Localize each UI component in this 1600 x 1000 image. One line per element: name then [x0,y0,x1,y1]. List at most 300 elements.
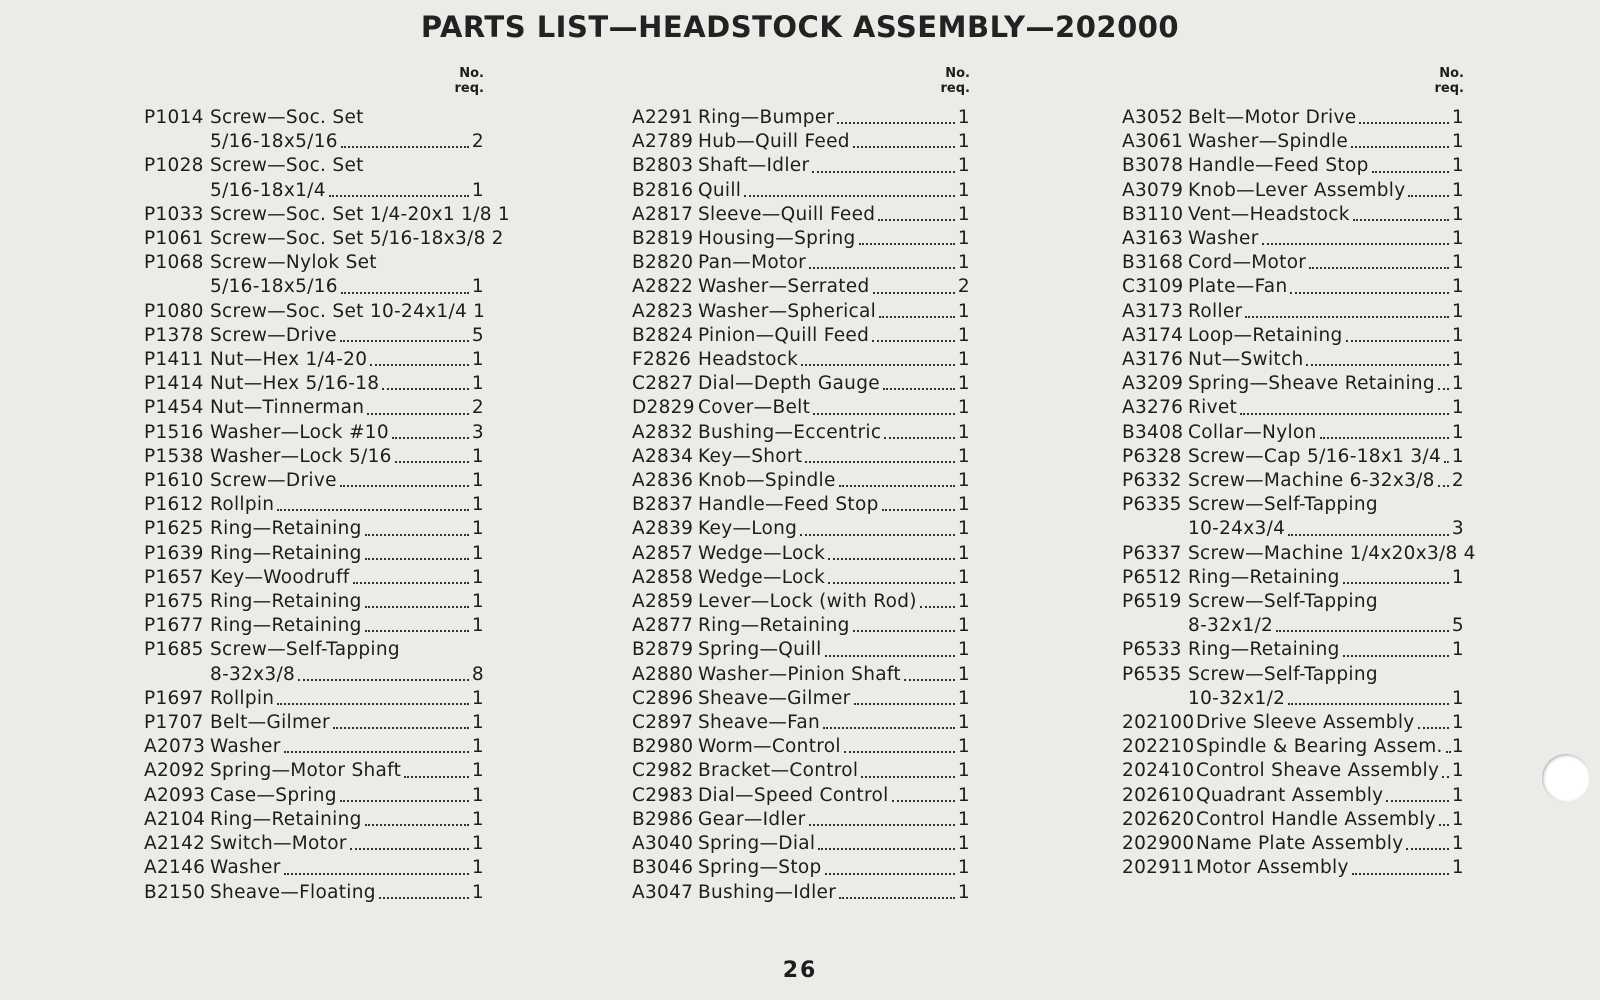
part-row [1122,348,1464,372]
leader-dots [298,678,469,681]
part-line [210,808,484,832]
part-number: A3209 [1122,373,1184,395]
part-number: A2857 [632,542,694,564]
part-description: Washer [210,857,281,879]
part-line [1196,735,1464,759]
part-line [1196,784,1464,808]
part-row [144,784,484,808]
leader-dots [904,678,955,681]
quantity-required: 1 [957,881,970,903]
quantity-required: 1 [471,373,484,395]
part-row [144,348,484,372]
part-body [698,711,970,735]
part-line [1188,130,1464,154]
quantity-required: 1 [957,203,970,225]
part-row [1122,759,1464,783]
parts-column-3 [1122,66,1476,881]
part-number: A3163 [1122,228,1184,250]
part-line [698,517,970,541]
leader-dots [284,872,469,875]
part-body [1196,832,1464,856]
part-description: Ring—Bumper [698,107,835,128]
part-number: B3168 [1122,252,1184,274]
part-description: Rollpin [210,687,275,709]
part-line [698,154,970,178]
part-row [144,203,510,227]
part-number: A2092 [144,760,206,782]
part-description: Nut—Hex 5/16-18 [210,373,380,395]
part-description: Cord—Motor [1188,252,1307,274]
part-row [144,711,484,735]
part-body [1188,493,1464,541]
part-description: Screw—Drive [210,324,337,346]
part-number: P1610 [144,470,204,492]
part-line [1188,275,1464,299]
quantity-required: 4 [1463,542,1476,564]
parts-column-2 [632,66,970,905]
quantity-required: 1 [473,300,486,322]
part-line [210,735,484,759]
part-number: A3173 [1122,300,1184,322]
part-body [698,372,970,396]
part-description: Nut—Switch [1188,349,1304,371]
quantity-required: 1 [471,445,484,467]
part-line [210,469,484,493]
part-row [632,808,970,832]
part-number: A2291 [632,107,694,128]
part-row [632,227,970,251]
quantity-required: 8 [471,663,484,685]
leader-dots [818,847,955,850]
part-body [1188,203,1464,227]
part-body [1188,251,1464,275]
part-body [698,590,970,614]
part-number: 202410 [1122,760,1195,782]
part-description: Spring—Sheave Retaining [1188,373,1435,395]
page-number: 26 [782,958,818,983]
part-number: P6335 [1122,494,1182,516]
part-line [210,832,484,856]
part-line-continued [210,179,484,203]
part-line [698,348,970,372]
part-body [698,348,970,372]
part-line-continued [210,275,484,299]
part-description: Quadrant Assembly [1196,784,1384,806]
part-line [698,881,970,905]
quantity-required: 1 [1451,131,1464,153]
leader-dots [853,145,955,148]
part-body [1188,542,1476,566]
quantity-required: 1 [471,833,484,855]
part-description: Hub—Quill Feed [698,131,850,153]
part-body [698,421,970,445]
quantity-required: 1 [471,179,484,201]
part-description: Washer—Pinion Shaft [698,663,901,685]
part-body [698,663,970,687]
part-line [1188,638,1464,662]
leader-dots [1408,194,1448,197]
part-body [698,203,970,227]
part-body [210,372,484,396]
part-number: B3408 [1122,421,1184,443]
part-description: Screw—Soc. Set [210,107,364,128]
part-body [1188,179,1464,203]
part-row [632,421,970,445]
part-line [698,687,970,711]
part-description: Ring—Retaining [210,591,362,613]
part-number: C2983 [632,784,694,806]
part-line [1196,711,1464,735]
leader-dots [809,266,955,269]
quantity-required: 1 [957,760,970,782]
part-number: P1068 [144,252,204,274]
part-number: C2982 [632,760,694,782]
part-description: Washer—Spherical [698,300,877,322]
part-number: C3109 [1122,276,1184,298]
part-line [698,566,970,590]
part-number: A3276 [1122,397,1184,419]
quantity-required: 1 [471,494,484,516]
part-line [210,396,484,420]
part-number: B2824 [632,324,694,346]
leader-dots [844,750,955,753]
leader-dots [828,581,955,584]
part-line [1188,154,1464,178]
part-row [1122,445,1464,469]
quantity-required: 1 [471,784,484,806]
part-description: Collar—Nylon [1188,421,1317,443]
part-row [632,493,970,517]
quantity-required: 1 [1451,203,1464,225]
quantity-required: 1 [471,881,484,903]
part-line [698,493,970,517]
part-body [210,759,484,783]
part-body [698,469,970,493]
quantity-required: 1 [957,736,970,758]
part-line [210,300,484,324]
part-body [1188,445,1464,469]
part-body [210,396,484,420]
part-row [1122,324,1464,348]
part-line [210,348,484,372]
part-row [632,687,970,711]
part-description: Nut—Tinnerman [210,397,365,419]
part-number: P1033 [144,203,204,225]
leader-dots [353,581,469,584]
leader-dots [1240,412,1449,415]
part-number: B2820 [632,252,694,274]
part-description: Key—Woodruff [210,566,350,588]
part-body [698,517,970,541]
part-row [632,348,970,372]
part-line [1196,808,1464,832]
no-req-label: No. [945,66,970,81]
part-description: Screw—Self-Tapping [1188,591,1378,613]
part-body [210,784,484,808]
part-line [1188,469,1464,493]
quantity-required: 1 [957,784,970,806]
part-line-continued [1188,614,1464,638]
quantity-required: 1 [957,639,970,661]
part-line [1196,759,1464,783]
part-body [698,275,970,299]
part-body [210,445,484,469]
part-number: A3079 [1122,179,1184,201]
part-description: Switch—Motor [210,833,347,855]
part-body [698,300,970,324]
part-row [144,469,484,493]
part-description: Screw—Machine 1/4x20x3/8 [1188,542,1458,564]
leader-dots [805,460,955,463]
part-line [698,251,970,275]
part-body [1196,784,1464,808]
part-number: A3176 [1122,349,1184,371]
part-body [698,493,970,517]
part-number: C2897 [632,712,694,734]
part-row [144,154,484,202]
part-number: 202620 [1122,808,1195,830]
part-description: Pinion—Quill Feed [698,324,870,346]
part-description: Screw—Soc. Set [210,155,364,177]
part-row [1122,251,1464,275]
leader-dots [882,508,955,511]
quantity-required: 1 [1451,736,1464,758]
leader-dots [1353,218,1449,221]
quantity-required: 1 [471,760,484,782]
part-line [210,566,484,590]
req-label: req. [454,81,484,96]
part-body [210,348,484,372]
part-row [632,179,970,203]
part-line [698,324,970,348]
quantity-required: 1 [957,808,970,830]
part-line [1188,421,1464,445]
part-size: 5/16-18x5/16 [210,131,338,153]
part-line [1188,324,1464,348]
part-row [144,324,484,348]
part-description: Washer [1188,228,1259,250]
part-number: A2822 [632,276,694,298]
part-line-continued [1188,687,1464,711]
part-description: Knob—Lever Assembly [1188,179,1406,201]
part-line [698,421,970,445]
part-number: P1685 [144,639,204,661]
part-line [210,638,484,662]
part-body [210,881,484,905]
leader-dots [837,121,954,124]
leader-dots [340,484,469,487]
parts-rows [144,106,510,905]
leader-dots [1288,702,1449,705]
part-number: P1414 [144,373,204,395]
leader-dots [1343,654,1449,657]
part-description: Shaft—Idler [698,155,810,177]
part-number: A2839 [632,518,694,540]
part-body [698,832,970,856]
leader-dots [873,291,955,294]
part-body [1188,469,1464,493]
part-row [144,832,484,856]
part-number: B2150 [144,881,206,903]
quantity-required: 2 [957,276,970,298]
leader-dots [404,775,469,778]
part-row [632,663,970,687]
part-line [210,324,484,348]
part-line [698,227,970,251]
part-row [632,275,970,299]
part-row [1122,372,1464,396]
part-body [698,566,970,590]
part-description: Ring—Retaining [210,542,362,564]
part-number: 202100 [1122,712,1195,734]
leader-dots [382,387,469,390]
part-description: Control Sheave Assembly [1196,760,1440,782]
part-line [698,759,970,783]
leader-dots [1290,291,1448,294]
part-description: Dial—Speed Control [698,784,889,806]
part-body [210,227,504,251]
part-description: Belt—Motor Drive [1188,107,1357,128]
part-number: A3174 [1122,324,1184,346]
leader-dots [1346,339,1449,342]
part-number: B2879 [632,639,694,661]
part-description: Washer—Lock #10 [210,421,389,443]
part-number: A2859 [632,591,694,613]
quantity-required: 1 [957,712,970,734]
part-description: Wedge—Lock [698,566,826,588]
part-description: Sheave—Floating [210,881,376,903]
part-description: Key—Long [698,518,798,540]
leader-dots [884,436,955,439]
leader-dots [853,629,955,632]
leader-dots [340,799,469,802]
part-row [1122,154,1464,178]
part-line [210,856,484,880]
leader-dots [1438,484,1449,487]
quantity-required: 1 [471,276,484,298]
part-description: Knob—Spindle [698,470,836,492]
part-line [698,832,970,856]
part-number: P1014 [144,107,204,128]
part-description: Screw—Soc. Set 10-24x1/4 [210,300,468,322]
part-line [210,106,484,130]
part-row [632,566,970,590]
quantity-required: 1 [471,808,484,830]
part-body [1196,808,1464,832]
part-description: Screw—Self-Tapping [1188,663,1378,685]
leader-dots [744,194,955,197]
part-description: Ring—Retaining [1188,566,1340,588]
leader-dots [878,218,955,221]
part-description: Handle—Feed Stop [1188,155,1369,177]
leader-dots [367,412,469,415]
quantity-required: 1 [1451,784,1464,806]
part-number: 202210 [1122,736,1195,758]
part-line [210,784,484,808]
leader-dots [329,194,469,197]
part-description: Gear—Idler [698,808,806,830]
quantity-required: 3 [471,421,484,443]
leader-dots [801,363,955,366]
leader-dots [1439,823,1449,826]
part-description: Headstock [698,349,799,371]
part-row [632,517,970,541]
part-line [698,445,970,469]
part-size: 5/16-18x1/4 [210,179,326,201]
part-description: Sheave—Fan [698,712,821,734]
part-row [1122,711,1464,735]
leader-dots [825,872,955,875]
leader-dots [883,387,955,390]
part-row [632,251,970,275]
leader-dots [277,508,469,511]
part-line [698,808,970,832]
part-row [144,227,504,251]
leader-dots [341,145,469,148]
part-row [1122,566,1464,590]
no-req-header [144,66,484,106]
part-number: B2816 [632,179,694,201]
part-body [1196,711,1464,735]
part-line [698,275,970,299]
part-body [698,227,970,251]
part-line-continued [210,663,484,687]
leader-dots [1372,170,1449,173]
part-row [632,396,970,420]
part-body [1196,735,1464,759]
part-number: A2073 [144,736,206,758]
part-line [210,445,484,469]
no-req-header [632,66,970,106]
part-row [1122,856,1464,880]
part-description: Name Plate Assembly [1196,833,1404,855]
part-body [210,638,484,686]
part-row [144,881,484,905]
part-body [1188,275,1464,299]
leader-dots [395,460,469,463]
part-body [210,542,484,566]
part-line [1188,542,1476,566]
part-body [1188,638,1464,662]
part-size: 5/16-18x5/16 [210,276,338,298]
part-row [144,300,484,324]
part-row [1122,469,1464,493]
quantity-required: 1 [471,687,484,709]
part-row [1122,590,1464,638]
part-description: Plate—Fan [1188,276,1288,298]
part-row [1122,106,1464,130]
part-number: C2896 [632,687,694,709]
part-body [210,590,484,614]
part-body [698,735,970,759]
part-row [1122,227,1464,251]
part-row [1122,808,1464,832]
quantity-required: 1 [957,615,970,637]
quantity-required: 1 [471,566,484,588]
part-row [1122,784,1464,808]
part-description: Screw—Drive [210,470,337,492]
part-row [1122,832,1464,856]
part-line [1188,445,1464,469]
quantity-required: 1 [957,445,970,467]
part-row [632,614,970,638]
leader-dots [828,557,955,560]
part-description: Ring—Retaining [210,615,362,637]
part-body [1188,106,1464,130]
part-line [698,614,970,638]
part-number: A3047 [632,881,694,903]
part-number: P1378 [144,324,204,346]
